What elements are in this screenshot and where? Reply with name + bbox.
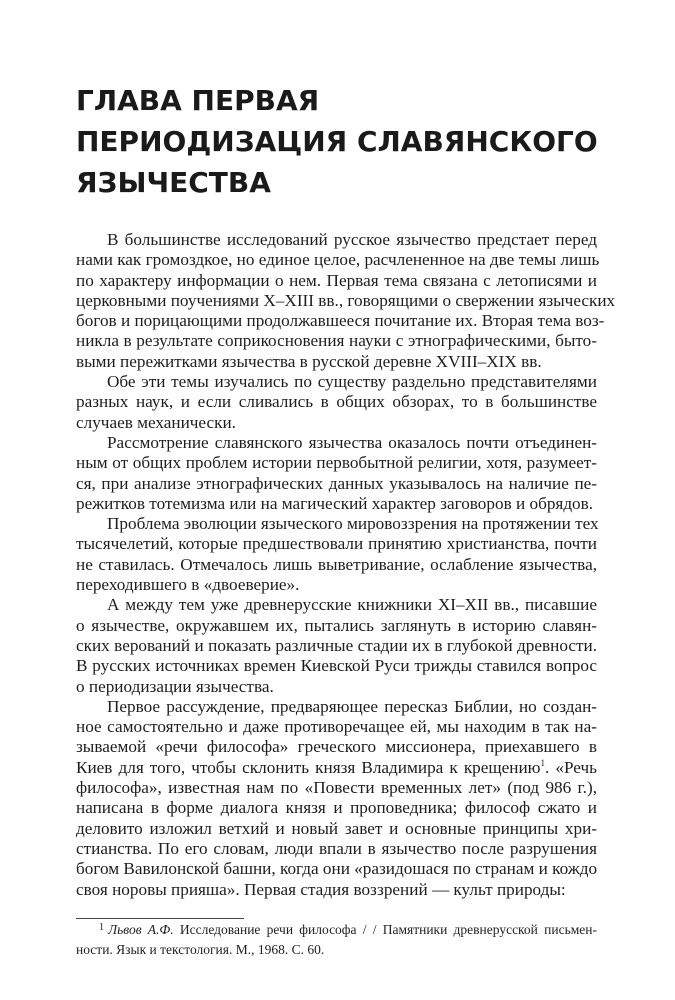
text-line: деловито изложил ветхий и новый завет и основные принципы хри- <box>76 818 597 838</box>
footnote-text: Исследование речи философа / / Памятники древнерусской письмен- <box>173 922 597 937</box>
text-segment: Киев для того, чтобы склонить князя Владимира к крещению <box>76 757 541 777</box>
text-line: написана в форме диалога князя и проповедника; философ сжато и <box>76 798 597 818</box>
body-text <box>76 230 616 900</box>
text-line-with-footnote <box>76 758 597 778</box>
paragraph <box>76 697 597 900</box>
paragraph <box>76 595 597 696</box>
text-line: богом Вавилонской башни, когда они «разидошася по странам и кождо <box>76 859 598 879</box>
footnote-reference[interactable]: 1 <box>540 757 545 768</box>
text-line: нами как громоздкое, но единое целое, расчлененное на две темы лишь <box>76 250 600 270</box>
text-line: Обе эти темы изучались по существу раздельно представителями <box>107 372 597 392</box>
text-line: стианства. По его словам, люди впали в язычество после разрушения <box>76 838 597 858</box>
paragraph <box>76 514 597 595</box>
footnote-separator <box>76 918 244 919</box>
text-line: зываемой «речи философа» греческого миссионера, приехавшего в <box>76 737 597 757</box>
chapter-heading-line: ЯЗЫЧЕСТВА <box>76 166 271 199</box>
footnote-author: Львов А.Ф. <box>108 922 174 937</box>
text-line: режитков тотемизма или на магический характер заговоров и обрядов. <box>76 493 594 513</box>
text-line: Проблема эволюции языческого мировоззрения на протяжении тех <box>107 514 599 534</box>
text-line: А между тем уже древнерусские книжники XI–XII вв., писавшие <box>107 595 597 615</box>
text-line: философа», известная нам по «Повести временных лет» (под 986 г.), <box>76 778 597 798</box>
text-line: не ставилась. Отмечалось лишь выветривание, ослабление язычества, <box>76 554 597 574</box>
text-segment: . «Речь <box>545 757 597 777</box>
text-line: В большинстве исследований русское язычество предстает перед <box>107 230 597 249</box>
paragraph <box>76 372 597 433</box>
text-line: ских верований и показать различные стадии их в глубокой древности. <box>76 635 597 655</box>
text-line: переходившего в «двоеверие». <box>76 575 300 595</box>
text-line: о язычестве, окружавшем их, пытались заглянуть в историю славян- <box>76 615 597 635</box>
footnote-line <box>76 920 597 940</box>
chapter-heading-line: ПЕРИОДИЗАЦИЯ СЛАВЯНСКОГО <box>76 125 598 158</box>
text-line: В русских источниках времен Киевской Руси трижды ставился вопрос <box>76 656 597 676</box>
chapter-heading-line: ГЛАВА ПЕРВАЯ <box>76 84 320 117</box>
text-line: Рассмотрение славянского язычества оказалось почти отъединен- <box>107 432 597 452</box>
text-line: случаев механически. <box>76 412 236 432</box>
chapter-heading <box>76 80 616 203</box>
text-line: тысячелетий, которые предшествовали принятию христианства, почти <box>76 534 597 554</box>
text-line: разных наук, и если сливались в общих обзорах, то в большинстве <box>76 392 597 412</box>
paragraph <box>76 230 616 372</box>
text-line: ным от общих проблем истории первобытной религии, хотя, разумеет- <box>76 453 597 473</box>
paragraph <box>76 433 597 514</box>
footnote <box>76 920 597 960</box>
text-line: о периодизации язычества. <box>76 676 274 696</box>
text-line: церковными поучениями X–XIII вв., говорящими о свержении языческих <box>76 290 616 310</box>
text-line: выми пережитками язычества в русской деревне XVIII–XIX вв. <box>76 351 542 371</box>
text-line: никла в результате соприкосновения науки с этнографическими, быто- <box>76 331 597 351</box>
text-line: Первое рассуждение, предваряющее пересказ Библии, но создан- <box>107 696 597 716</box>
footnote-number: 1 <box>99 922 104 933</box>
text-line: ся, при анализе этнографических данных указывалось на наличие пе- <box>76 473 597 493</box>
text-line: своя норовы прияша». Первая стадия воззрений — культ природы: <box>76 879 566 899</box>
footnote-line: ности. Язык и текстология. М., 1968. С. 60. <box>76 942 325 957</box>
text-line: по характеру информации о нем. Первая тема связана с летописями и <box>76 270 597 290</box>
text-line: богов и порицающими продолжавшееся почитание их. Вторая тема воз- <box>76 311 605 331</box>
text-line: ное самостоятельно и даже противоречащее ей, мы находим в так на- <box>76 717 597 737</box>
